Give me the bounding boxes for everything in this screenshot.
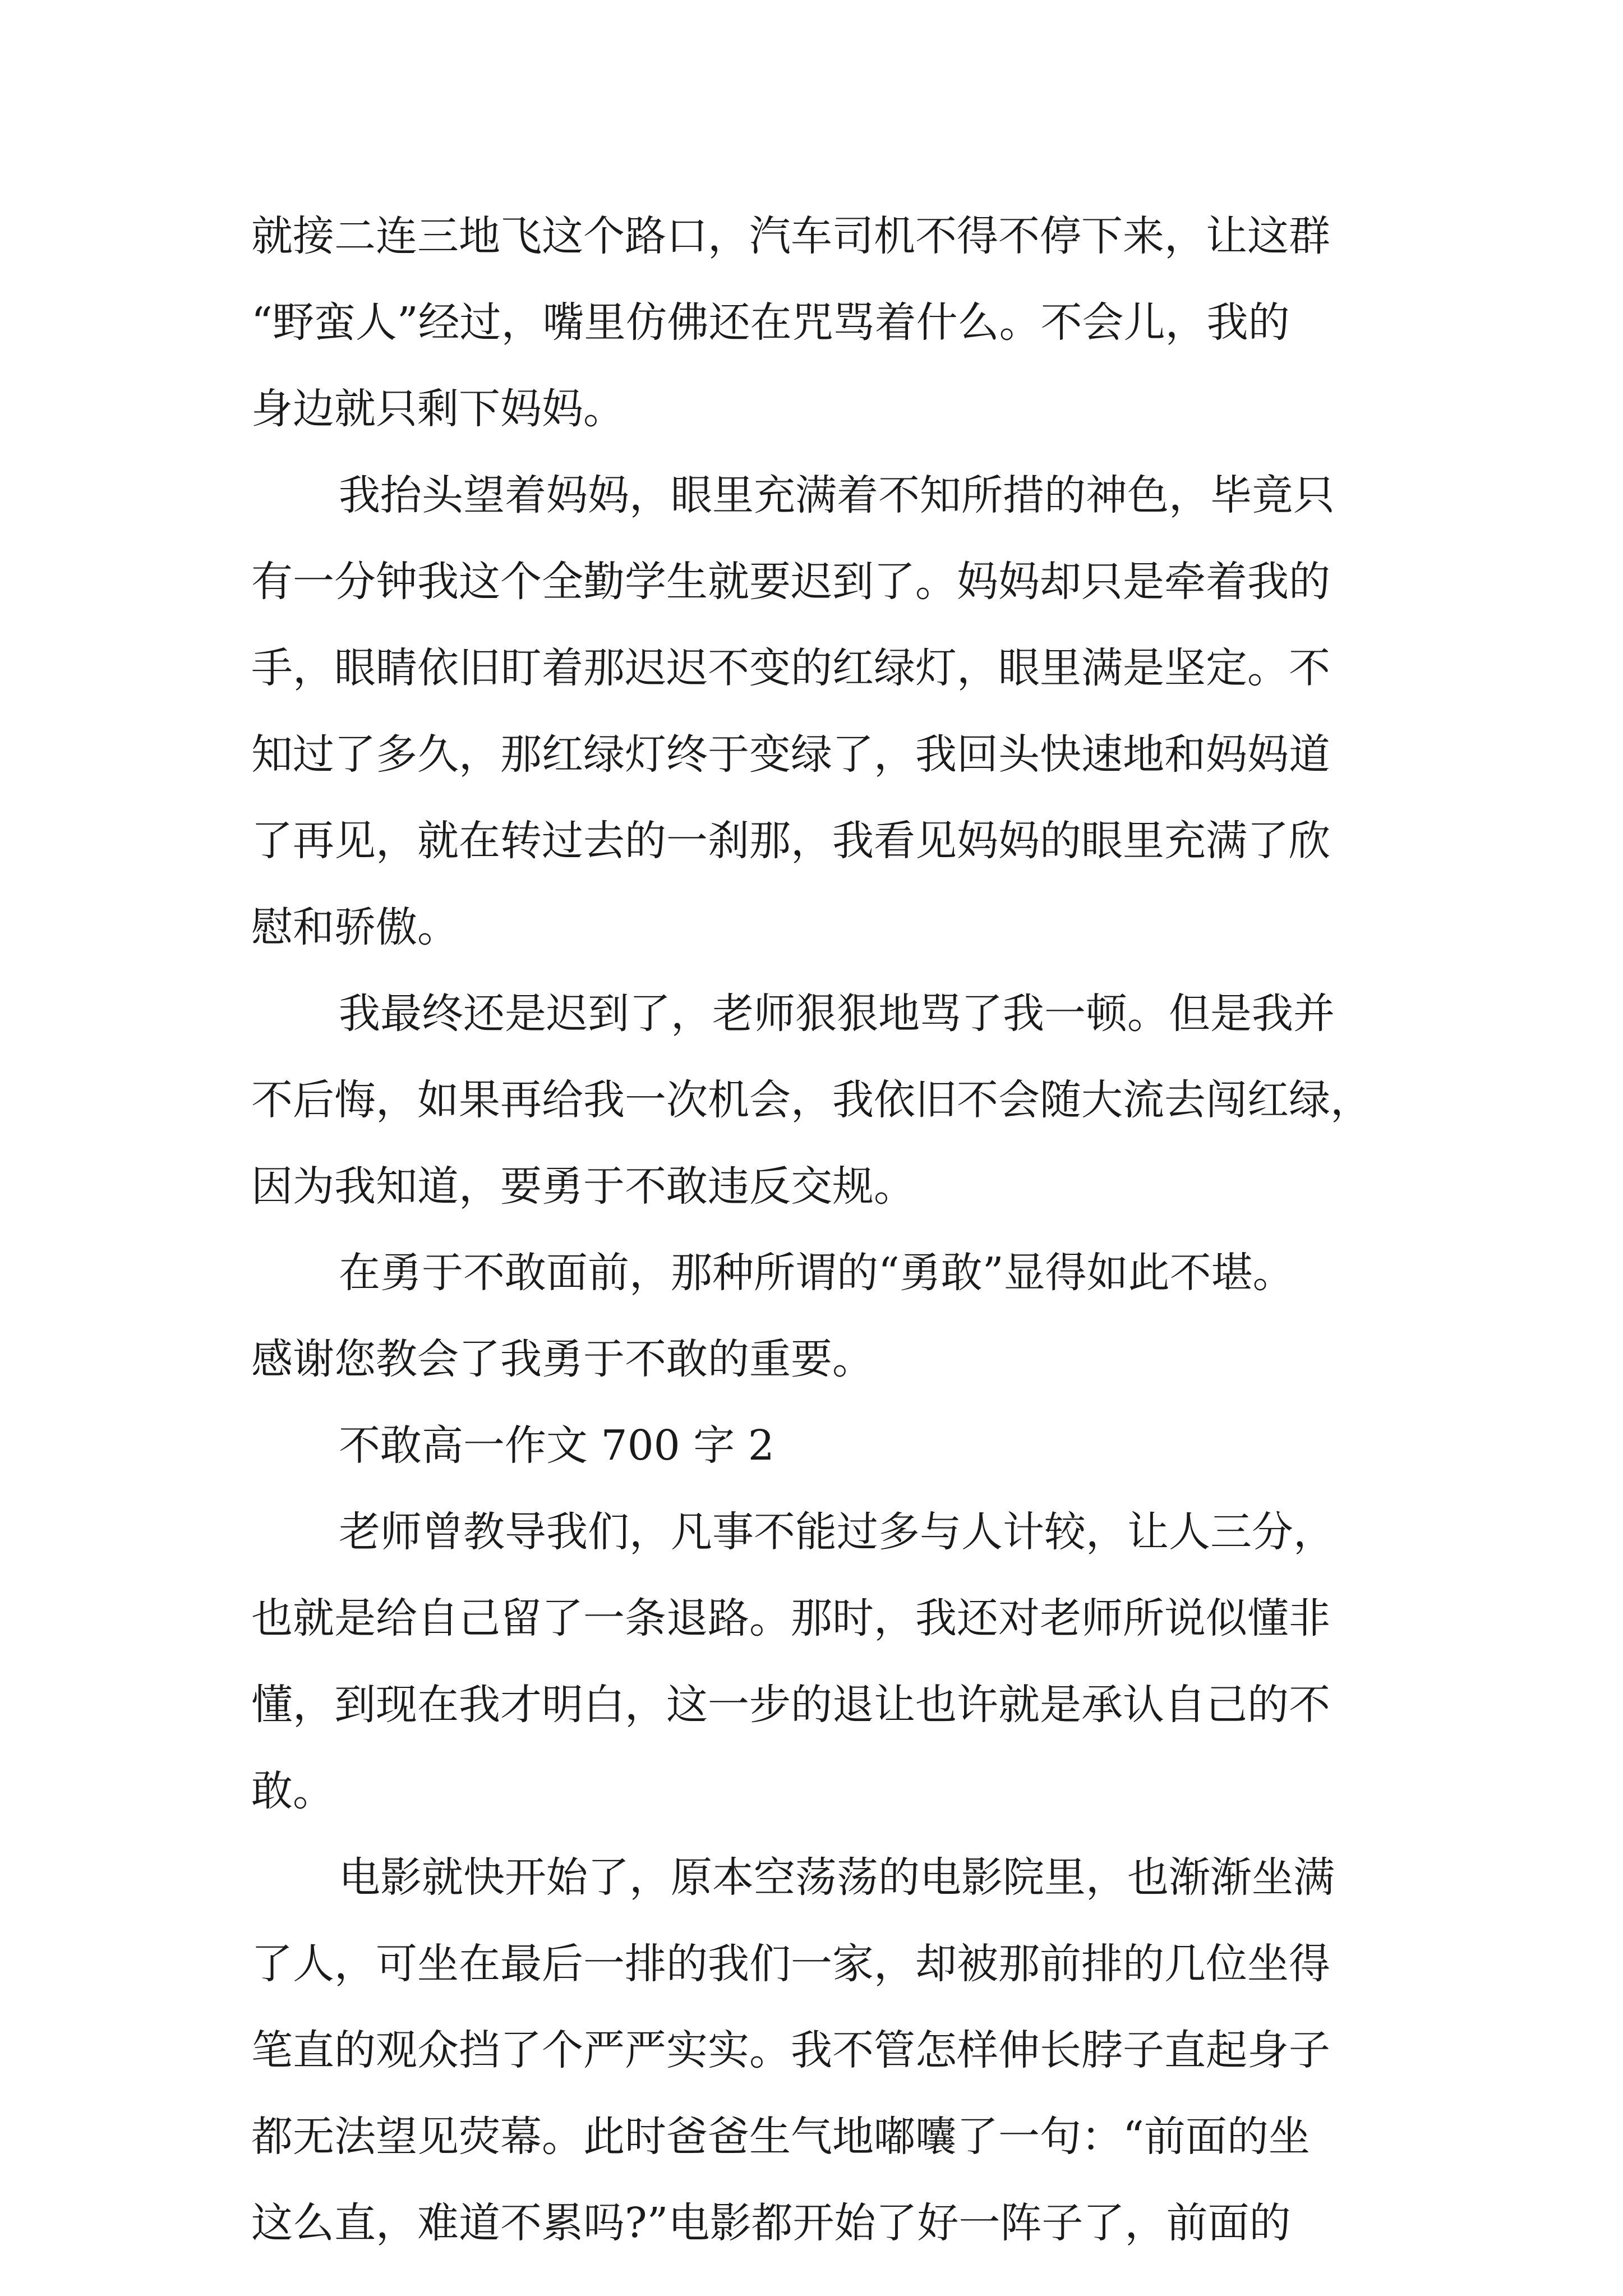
- text-line: 手，眼睛依旧盯着那迟迟不变的红绿灯，眼里满是坚定。不: [251, 644, 1330, 692]
- text-line: 因为我知道，要勇于不敢违反交规。: [251, 1162, 915, 1211]
- text-line: 了再见，就在转过去的一刹那，我看见妈妈的眼里充满了欣: [251, 817, 1330, 865]
- paragraph-first-line: 我抬头望着妈妈，眼里充满着不知所措的神色，毕竟只: [339, 471, 1335, 519]
- text-line: 敢。: [251, 1767, 334, 1815]
- paragraph-first-line: 老师曾教导我们，凡事不能过多与人计较，让人三分，: [339, 1508, 1335, 1556]
- text-line: 都无法望见荧幕。此时爸爸生气地嘟囔了一句：“前面的坐: [251, 2113, 1310, 2161]
- paragraph-first-line: 在勇于不敢面前，那种所谓的“勇敢”显得如此不堪。: [339, 1249, 1294, 1297]
- text-line: 不后悔，如果再给我一次机会，我依旧不会随大流去闯红绿，: [251, 1076, 1372, 1124]
- text-line: 慰和骄傲。: [251, 903, 459, 951]
- section-heading: 不敢高一作文 700 字 2: [339, 1421, 774, 1470]
- text-line: “野蛮人”经过，嘴里仿佛还在咒骂着什么。不会儿，我的: [251, 298, 1290, 347]
- text-line: 了人，可坐在最后一排的我们一家，却被那前排的几位坐得: [251, 1940, 1330, 1988]
- text-line: 懂，到现在我才明白，这一步的退让也许就是承认自己的不: [251, 1681, 1330, 1729]
- text-line: 感谢您教会了我勇于不敢的重要。: [251, 1335, 874, 1383]
- text-line: 身边就只剩下妈妈。: [251, 385, 625, 433]
- paragraph-first-line: 我最终还是迟到了，老师狠狠地骂了我一顿。但是我并: [339, 990, 1335, 1038]
- text-line: 也就是给自己留了一条退路。那时，我还对老师所说似懂非: [251, 1594, 1330, 1642]
- text-line: 有一分钟我这个全勤学生就要迟到了。妈妈却只是牵着我的: [251, 558, 1330, 606]
- text-line: 这么直，难道不累吗?”电影都开始了好一阵子了，前面的: [251, 2199, 1291, 2247]
- text-line: 笔直的观众挡了个严严实实。我不管怎样伸长脖子直起身子: [251, 2026, 1330, 2074]
- paragraph-first-line: 电影就快开始了，原本空荡荡的电影院里，也渐渐坐满: [339, 1853, 1335, 1902]
- text-line: 就接二连三地飞这个路口，汽车司机不得不停下来，让这群: [251, 212, 1330, 260]
- text-line: 知过了多久，那红绿灯终于变绿了，我回头快速地和妈妈道: [251, 730, 1330, 779]
